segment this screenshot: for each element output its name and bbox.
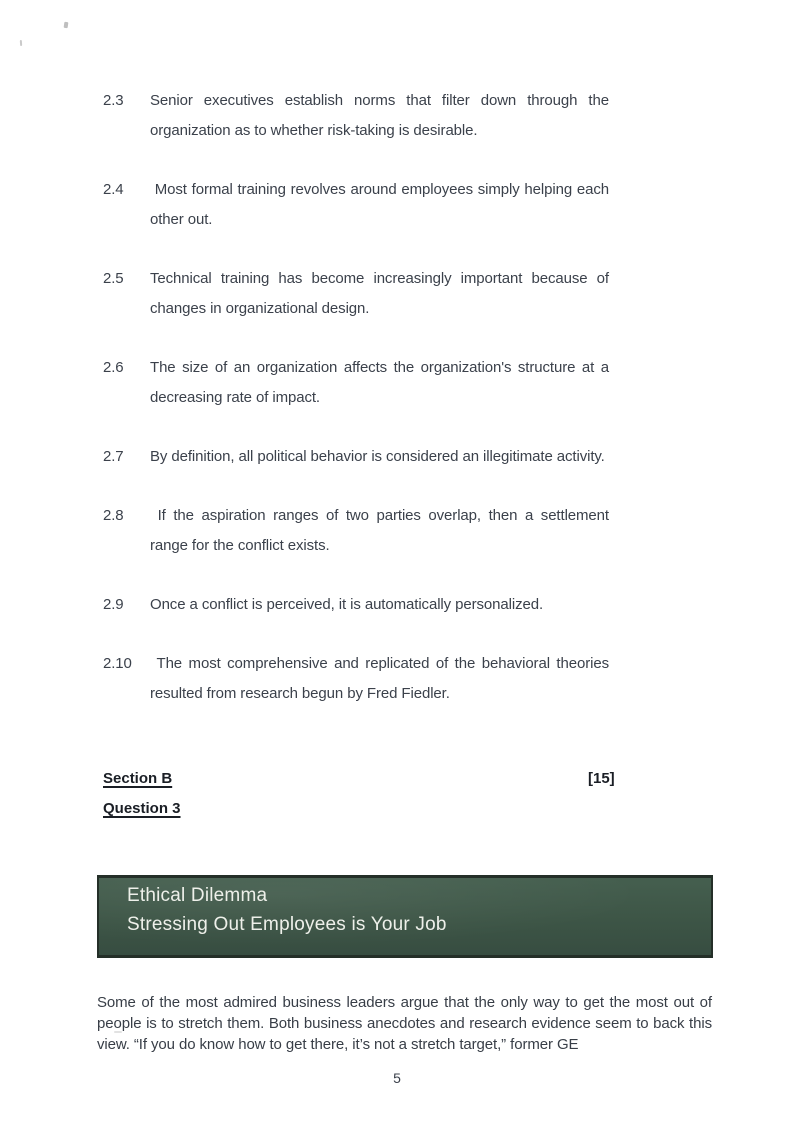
statement-number: 2.6 xyxy=(103,359,124,376)
body-paragraph: Some of the most admired business leaders argue that the only way to get the most out of people is to stretch them. Both business anecdotes and research evidence seem to back this view. “If you do know how to get there, it’s not a stretch target,” former GE xyxy=(97,994,712,1053)
banner-subtitle: Stressing Out Employees is Your Job xyxy=(127,914,447,935)
statement-number: 2.5 xyxy=(103,270,124,287)
section-heading: Section B xyxy=(103,770,173,787)
section-header xyxy=(103,764,712,824)
page-number: 5 xyxy=(393,1070,401,1086)
statement-number: 2.7 xyxy=(103,448,124,465)
statement-list xyxy=(0,0,609,709)
statement-row xyxy=(103,649,609,709)
statement-row xyxy=(103,442,609,472)
banner-title: Ethical Dilemma xyxy=(127,885,268,906)
statement-number: 2.4 xyxy=(103,181,124,198)
statement-number: 2.3 xyxy=(103,92,124,109)
statement-text: Once a conflict is perceived, it is automatically personalized. xyxy=(150,596,544,613)
ethical-dilemma-banner xyxy=(97,875,713,958)
question-heading: Question 3 xyxy=(103,800,181,817)
statement-text: Most formal training revolves around employees simply helping each other out. xyxy=(150,181,609,228)
statement-text: By definition, all political behavior is considered an illegitimate activity. xyxy=(150,448,605,465)
marks-label: [15] xyxy=(588,770,615,787)
statement-text: If the aspiration ranges of two parties overlap, then a settlement range for the conflict exists. xyxy=(150,507,609,554)
scan-speck xyxy=(114,1031,122,1033)
statement-number: 2.9 xyxy=(103,596,124,613)
statement-row xyxy=(103,264,609,324)
statement-text: Senior executives establish norms that filter down through the organization as to whether risk-taking is desirable. xyxy=(150,92,609,139)
statement-row xyxy=(103,86,609,146)
statement-row xyxy=(103,590,609,620)
statement-number: 2.10 xyxy=(103,655,132,672)
statement-row xyxy=(103,501,609,561)
scan-speck xyxy=(20,40,22,46)
statement-number: 2.8 xyxy=(103,507,124,524)
statement-text: The most comprehensive and replicated of the behavioral theories resulted from research begun by Fred Fiedler. xyxy=(150,655,609,702)
statement-row xyxy=(103,353,609,413)
statement-row xyxy=(103,175,609,235)
scan-speck xyxy=(64,22,69,28)
statement-text: Technical training has become increasingly important because of changes in organizational design. xyxy=(150,270,609,317)
statement-text: The size of an organization affects the organization's structure at a decreasing rate of impact. xyxy=(150,359,609,406)
